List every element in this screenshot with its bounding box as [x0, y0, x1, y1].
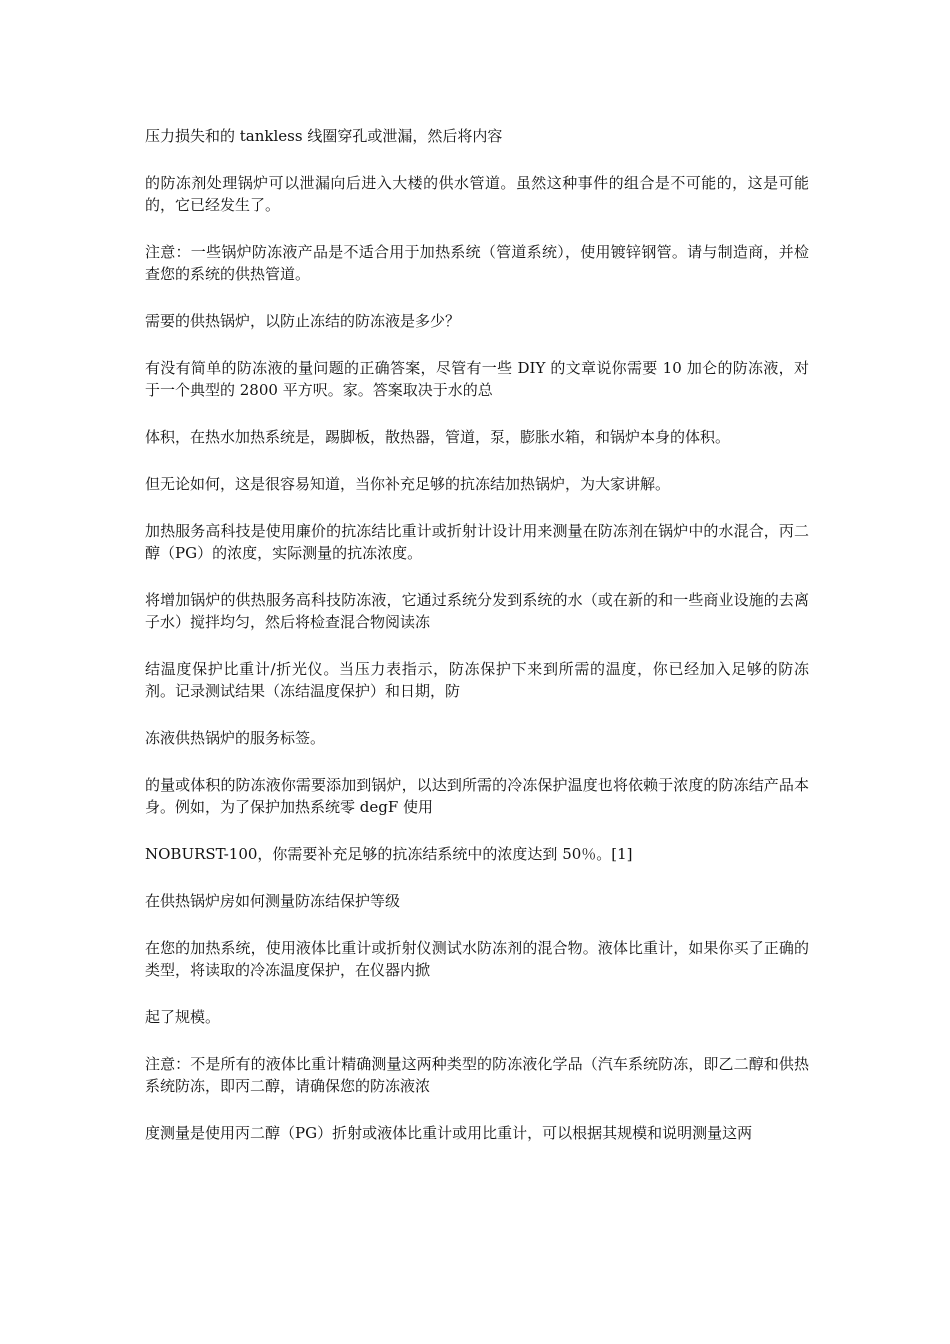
paragraph: 但无论如何，这是很容易知道，当你补充足够的抗冻结加热锅炉，为大家讲解。: [145, 475, 671, 493]
paragraph: 将增加锅炉的供热服务高科技防冻液，它通过系统分发到系统的水（或在新的和一些商业设施的去离子水）搅拌均匀，然后将检查混合物阅读冻: [145, 591, 809, 631]
paragraph: 度测量是使用丙二醇（PG）折射或液体比重计或用比重计，可以根据其规模和说明测量这两: [145, 1124, 753, 1142]
paragraph: 在您的加热系统，使用液体比重计或折射仪测试水防冻剂的混合物。液体比重计，如果你买了正确的类型，将读取的冷冻温度保护，在仪器内掀: [145, 939, 809, 979]
paragraph: 有没有简单的防冻液的量问题的正确答案，尽管有一些 DIY 的文章说你需要 10 加仑的防冻液，对于一个典型的 2800 平方呎。家。答案取决于水的总: [145, 359, 809, 399]
paragraph: NOBURST-100，你需要补充足够的抗冻结系统中的浓度达到 50％。[1]: [145, 845, 633, 863]
paragraph: 注意：不是所有的液体比重计精确测量这两种类型的防冻液化学品（汽车系统防冻，即乙二醇和供热系统防冻，即丙二醇，请确保您的防冻液浓: [145, 1055, 809, 1095]
paragraph: 的量或体积的防冻液你需要添加到锅炉，以达到所需的冷冻保护温度也将依赖于浓度的防冻结产品本身。例如，为了保护加热系统零 degF 使用: [145, 776, 809, 816]
paragraph: 体积，在热水加热系统是，踢脚板，散热器，管道，泵，膨胀水箱，和锅炉本身的体积。: [145, 428, 731, 446]
section-heading: 在供热锅炉房如何测量防冻结保护等级: [145, 892, 401, 910]
paragraph: 起了规模。: [145, 1008, 221, 1026]
paragraph: 结温度保护比重计/折光仪。当压力表指示，防冻保护下来到所需的温度，你已经加入足够的防冻剂。记录测试结果（冻结温度保护）和日期，防: [145, 660, 809, 700]
document-body: [145, 125, 809, 1169]
paragraph: 加热服务高科技是使用廉价的抗冻结比重计或折射计设计用来测量在防冻剂在锅炉中的水混合，丙二醇（PG）的浓度，实际测量的抗冻浓度。: [145, 522, 809, 562]
paragraph: 需要的供热锅炉，以防止冻结的防冻液是多少？: [145, 312, 461, 330]
paragraph: 冻液供热锅炉的服务标签。: [145, 729, 326, 747]
paragraph: 注意：一些锅炉防冻液产品是不适合用于加热系统（管道系统），使用镀锌钢管。请与制造商，并检查您的系统的供热管道。: [145, 243, 809, 283]
paragraph: 压力损失和的 tankless 线圈穿孔或泄漏，然后将内容: [145, 127, 503, 145]
paragraph: 的防冻剂处理锅炉可以泄漏向后进入大楼的供水管道。虽然这种事件的组合是不可能的，这是可能的，它已经发生了。: [145, 174, 809, 214]
